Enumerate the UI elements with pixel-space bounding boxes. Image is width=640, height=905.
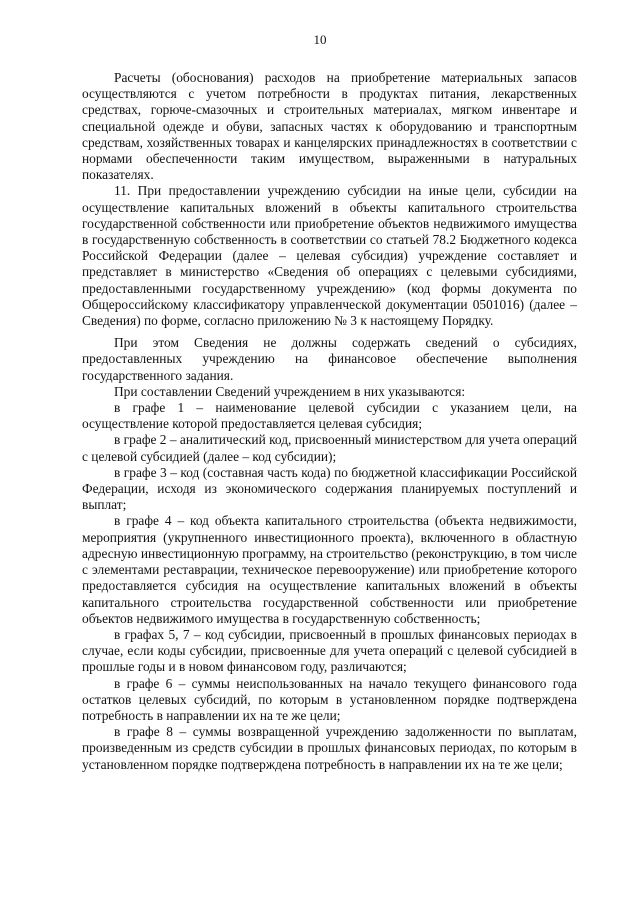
paragraph: При составлении Сведений учреждением в них указываются: — [114, 383, 466, 399]
paragraph: в графе 3 – код (составная часть кода) по бюджетной классификации Российской Федерации, исходя из экономического содержания планируемых поступлений и выплат; — [82, 464, 577, 513]
page-body — [82, 70, 577, 773]
page-number: 10 — [313, 32, 327, 47]
paragraph: в графе 4 – код объекта капитального строительства (объекта недвижимости, мероприятия (укрупненного инвестиционного проекта), включенного в областную адресную инвестиционную программу, на строительство (реконструкцию, в том числе с элементами реставрации, техническое перевооружение) или приобретение которого предоставляется субсидия на осуществление капитальных вложений в объекты капитального строительства государственной собственности или приобретение объектов недвижимого имущества в государственную собственность; — [82, 513, 577, 626]
paragraph: в графе 6 – суммы неиспользованных на начало текущего финансового года остатков целевых субсидий, по которым в установленном порядке подтверждена потребность в направлении их на те же цели; — [82, 675, 577, 723]
paragraph: 11. При предоставлении учреждению субсидии на иные цели, субсидии на осуществление капитальных вложений в объекты капитального строительства государственной собственности или приобретение объектов недвижимого имущества в государственную собственность в соответствии со статьей 78.2 Бюджетного кодекса Российской Федерации (далее – целевая субсидия) учреждение составляет и представляет в министерство «Сведения об операциях с целевыми субсидиями, предоставленными государственному учреждению» (код формы документа по Общероссийскому классификатору управленческой документации 0501016) (далее – Сведения) по форме, согласно приложению № 3 к настоящему Порядку. — [82, 183, 577, 329]
paragraph: При этом Сведения не должны содержать сведений о субсидиях, предоставленных учреждению на финансовое обеспечение выполнения государственного задания. — [82, 335, 577, 383]
paragraph: Расчеты (обоснования) расходов на приобретение материальных запасов осуществляются с учетом потребности в продуктах питания, лекарственных средствах, горюче-смазочных и строительных материалах, мягком инвентаре и специальной одежде и обуви, запасных частях к оборудованию и транспортным средствам, хозяйственных товарах и канцелярских принадлежностях в соответствии с нормами обеспеченности таким имуществом, выраженными в натуральных показателях. — [82, 70, 577, 183]
paragraph: в графе 2 – аналитический код, присвоенный министерством для учета операций с целевой субсидией (далее – код субсидии); — [82, 432, 577, 464]
paragraph: в графе 8 – суммы возвращенной учреждению задолженности по выплатам, произведенным из средств субсидии в прошлых финансовых периодах, по которым в установленном порядке подтверждена потребность в направлении их на те же цели; — [82, 724, 577, 772]
paragraph: в графах 5, 7 – код субсидии, присвоенный в прошлых финансовых периодах в случае, если коды субсидии, присвоенные для учета операций с целевой субсидией в прошлые годы и в новом финансовом году, различаются; — [82, 626, 577, 675]
paragraph: в графе 1 – наименование целевой субсидии с указанием цели, на осуществление которой предоставляется целевая субсидия; — [82, 400, 577, 432]
